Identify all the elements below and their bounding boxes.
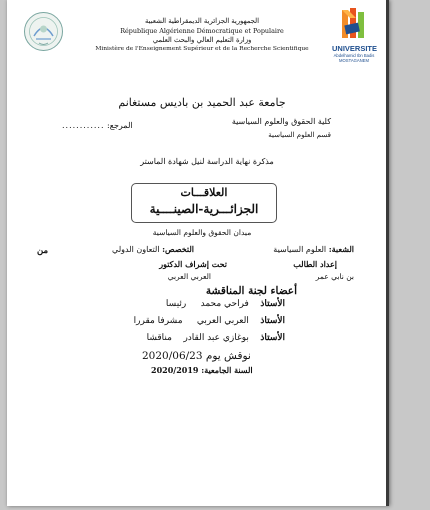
faculty-name: كلية الحقوق والعلوم السياسية [231, 117, 331, 126]
thesis-title-line1: العلاقـــات [180, 186, 228, 199]
university-subtitle: Abdelhamid Ibn Badis MOSTAGANEM [333, 53, 375, 63]
academic-year [151, 365, 253, 375]
prepared-by-label: إعداد الطالب [293, 259, 337, 269]
reference-label: المرجع: [107, 121, 133, 130]
header-ministry-fr: Ministère de l'Enseignement Supérieur et de la Recherche Scientifique [95, 46, 309, 52]
university-name: جامعة عبد الحميد بن باديس مستغانم [118, 96, 286, 109]
member-2-role: مشرفا مقررا [133, 316, 183, 326]
member-2-name: العربي العربي [196, 316, 249, 326]
committee-member-2 [134, 316, 285, 326]
member-3-title: الأستاذ [260, 333, 285, 343]
branch-value: العلوم السياسية [273, 245, 327, 254]
academic-year-value: 2020/2019 [151, 365, 199, 375]
reference-value: ............ [62, 121, 105, 130]
thesis-type: مذكرة نهاية الدراسة لنيل شهادة الماستر [140, 157, 274, 166]
member-1-name: فراحي محمد [200, 299, 249, 309]
defense-date: 2020/06/23 [142, 350, 203, 362]
supervision-label: تحت إشراف الدكتور [159, 259, 227, 269]
member-3-role: مناقشا [146, 333, 172, 343]
from-label: من [37, 246, 49, 256]
defense-label: نوقش يوم [205, 350, 251, 362]
branch [273, 244, 354, 254]
specialty-value: التعاون الدولي [112, 245, 160, 254]
thesis-title-box [131, 183, 277, 223]
member-1-title: الأستاذ [260, 299, 285, 309]
committee-member-3 [147, 333, 285, 343]
member-3-name: بوغازي عبد القادر [183, 333, 249, 343]
faculty-logo [22, 10, 65, 53]
supervisor-name: العربي العربي [167, 272, 211, 281]
specialty-label: التخصص: [162, 244, 194, 254]
committee-heading: أعضاء لجنة المناقشة [205, 285, 297, 297]
academic-year-label: السنة الجامعية: [201, 365, 253, 375]
university-word: UNIVERSITE [332, 44, 378, 53]
header-republic-fr: République Algérienne Démocratique et Populaire [120, 27, 284, 35]
page-edge-divider [386, 0, 389, 506]
thesis-title-line2: الجزائـــرية-الصينــــية [149, 202, 259, 216]
header-ministry-ar: وزارة التعليم العالي والبحث العلمي [152, 36, 252, 44]
branch-label: الشعبة: [328, 244, 354, 254]
member-1-role: رئيسا [165, 299, 187, 309]
specialty [112, 244, 194, 254]
student-name: بن نابي عمر [315, 272, 354, 281]
defense-line [142, 350, 251, 362]
field-name: ميدان الحقوق والعلوم السياسية [152, 228, 252, 237]
document-page [7, 0, 389, 506]
member-2-title: الأستاذ [260, 316, 285, 326]
university-emblem-icon [336, 6, 372, 42]
header-republic-ar: الجمهورية الجزائرية الديمقراطية الشعبية [145, 17, 259, 25]
department-name: قسم العلوم السياسية [268, 131, 331, 139]
committee-member-1 [166, 299, 285, 309]
university-logo [332, 6, 376, 66]
